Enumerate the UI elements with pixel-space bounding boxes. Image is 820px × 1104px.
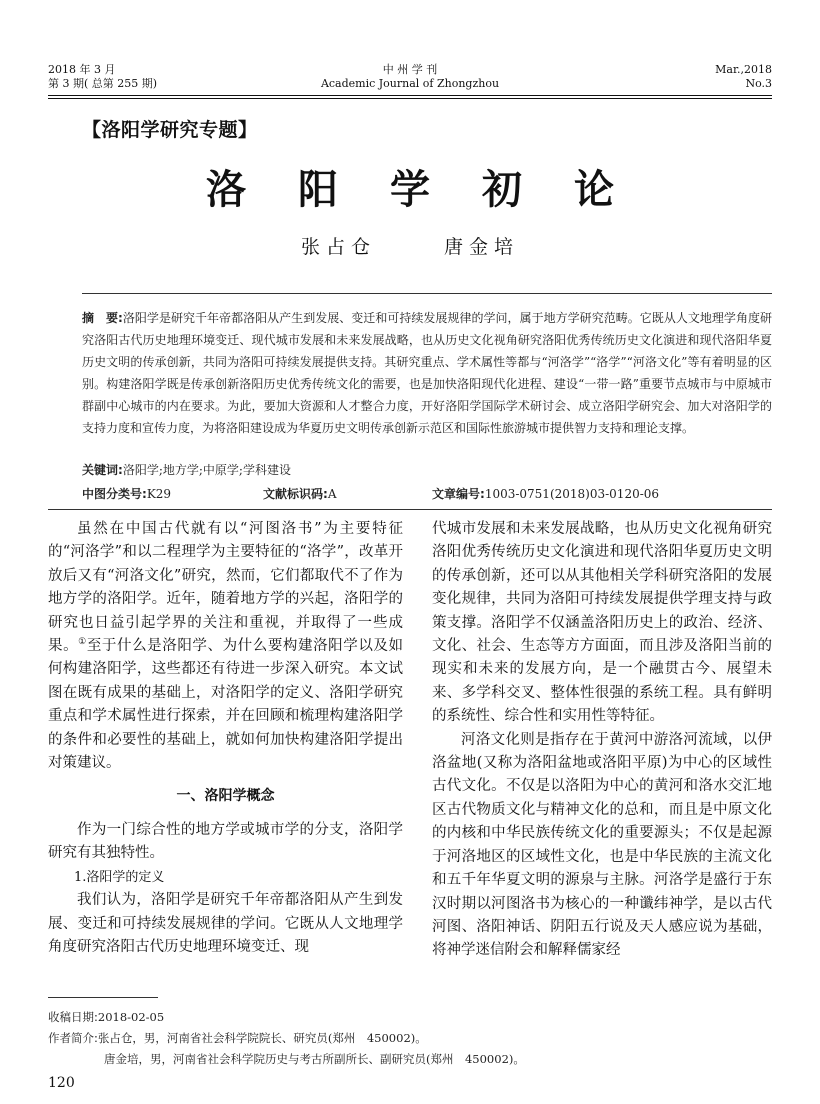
footnote-rule [48,997,158,998]
article-number-label: 文章编号: [432,487,485,501]
header-right [715,63,772,91]
abstract-rule [82,293,772,294]
paragraph [48,518,403,775]
abstract-text: 洛阳学是研究千年帝都洛阳从产生到发展、变迁和可持续发展规律的学问，属于地方学研究范畴。它既从人文地理学角度研究洛阳古代历史地理环境变迁、现代城市发展和未来发展战略，也从历史文化视角研究洛阳优秀传统历史文化演进和现代洛阳华夏历史文明的传承创新，共同为洛阳可持续发展提供支持。其研究重点、学术属性等都与“河洛学”“洛学”“河洛文化”等有着明显的区别。构建洛阳学既是传承创新洛阳历史优秀传统文化的需要，也是加快洛阳现代化进程、建设“一带一路”重要节点城市与中原城市群副中心城市的内在要求。为此，要加大资源和人才整合力度，开好洛阳学国际学术研讨会、成立洛阳学研究会、加大对洛阳学的支持力度和宣传力度，为将洛阳建设成为华夏历史文明传承创新示范区和国际性旅游城市提供智力支持和理论支撑。 [82,311,772,435]
classification-label: 中图分类号: [82,487,147,501]
classification-value: K29 [146,487,172,501]
paragraph-text: 虽然在中国古代就有以“河图洛书”为主要特征的“河洛学”和以二程理学为主要特征的“洛学”，改革开放后又有“河洛文化”研究，然而，它们都取代不了作为地方学的洛阳学。近年，随着地方学的兴起，洛阳学的研究也日益引起学界的关注和重视，并取得了一些成果。 [48,521,403,655]
abstract-label: 摘 要: [82,311,123,325]
footnote-marker: ① [78,637,87,648]
document-code [263,484,336,504]
author-info-2: 唐金培，男，河南省社会科学院历史与考古所副所长、副研究员(郑州 450002)。 [104,1052,525,1066]
abstract [82,307,772,439]
subsection-heading: 1.洛阳学的定义 [74,869,165,885]
paragraph: 我们认为，洛阳学是研究千年帝都洛阳从产生到发展、变迁和可持续发展规律的学问。它既从人文地理学角度研究洛阳古代历史地理环境变迁、现 [48,892,403,955]
keywords [82,460,291,480]
article-title: 洛阳学初论 [206,167,666,213]
author-line [0,232,820,259]
header-center [0,63,820,91]
document-code-value: A [327,487,337,501]
paragraph: 代城市发展和未来发展战略，也从历史文化视角研究洛阳优秀传统历史文化演进和现代洛阳华夏历史文明的传承创新，还可以从其他相关学科研究洛阳的发展变化规律，共同为洛阳可持续发展提供学理支持与政策支撑。洛阳学不仅涵盖洛阳历史上的政治、经济、文化、社会、生态等方方面面，而且涉及洛阳当前的现实和未来的发展方向，是一个融贯古今、展望未来、多学科交叉、整体性很强的系统工程。具有鲜明的系统性、综合性和实用性等特征。 [432,521,772,725]
journal-name-en: Academic Journal of Zhongzhou [320,77,500,90]
author-name: 唐金培 [444,236,520,258]
classification [82,484,171,504]
document-code-label: 文献标识码: [263,487,328,501]
received-label: 收稿日期: [48,1010,98,1024]
author-info-label: 作者简介: [48,1031,98,1045]
topic-label: 【洛阳学研究专题】 [82,119,258,141]
body-column-right [432,518,772,963]
paragraph-text: 至于什么是洛阳学、为什么要构建洛阳学以及如何构建洛阳学，这些都还有待进一步深入研究。本文试图在既有成果的基础上，对洛阳学的定义、洛阳学研究重点和学术属性进行探索，并在回顾和梳理构建洛阳学的条件和必要性的基础上，就如何加快构建洛阳学提出对策建议。 [48,638,403,772]
issue-number-en: No.3 [745,77,772,90]
received-date [48,1007,772,1028]
issue-date-en: Mar.,2018 [715,63,772,76]
journal-name-cn: 中 州 学 刊 [382,63,438,76]
section-heading: 一、洛阳学概念 [176,788,275,805]
issue-number: 第 3 期( 总第 255 期) [48,77,158,90]
header-rule [48,95,772,96]
article-number-value: 1003-0751(2018)03-0120-06 [484,487,660,501]
keywords-label: 关键词: [82,463,123,477]
author-info-1: 张占仓，男，河南省社会科学院院长、研究员(郑州 450002)。 [97,1031,427,1045]
body-column-left [48,518,403,959]
paragraph: 作为一门综合性的地方学或城市学的分支，洛阳学研究有其独特性。 [48,821,403,862]
page-number: 120 [48,1075,75,1091]
author-name: 张占仓 [300,236,376,258]
issue-date: 2018 年 3 月 [48,63,116,76]
keywords-text: 洛阳学;地方学;中原学;学科建设 [122,463,291,477]
header-rule-thin [48,98,772,99]
received-value: 2018-02-05 [97,1010,165,1024]
paragraph: 河洛文化则是指存在于黄河中游洛河流域，以伊洛盆地(又称为洛阳盆地或洛阳平原)为中心的区域性古代文化。不仅是以洛阳为中心的黄河和洛水交汇地区古代物质文化与精神文化的总和，而且是中原文化的内核和中华民族传统文化的重要源头；不仅是起源于河洛地区的区域性文化，也是中华民族的主流文化和五千年华夏文明的源泉与主脉。河洛学是盛行于东汉时期以河图洛书为核心的一种谶纬神学，是以古代河图、洛阳神话、阴阳五行说及天人感应说为基础，将神学迷信附会和解释儒家经 [432,731,772,959]
author-info [48,1028,772,1049]
meta-rule [48,509,772,510]
article-number [432,484,659,504]
